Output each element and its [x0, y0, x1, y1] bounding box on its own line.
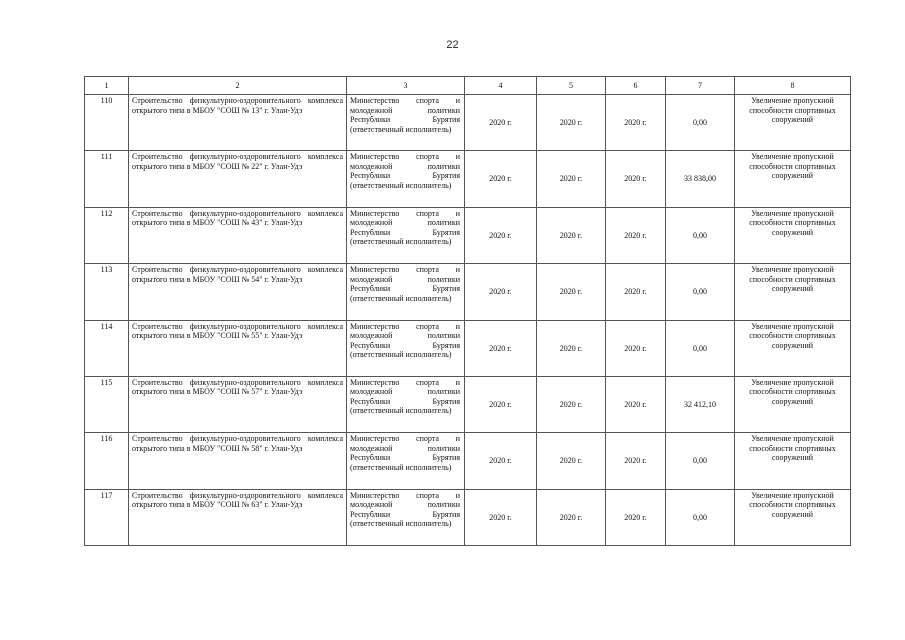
- start-date-cell: 2020 г.: [465, 433, 537, 489]
- object-name-cell: Строительство физкультурно-оздоровительного комплекса открытого типа в МБОУ "СОШ № 63" г. Улан-Удэ: [129, 489, 347, 545]
- end-date-cell: 2020 г.: [537, 207, 606, 263]
- start-date-cell: 2020 г.: [465, 489, 537, 545]
- object-name-cell: Строительство физкультурно-оздоровительного комплекса открытого типа в МБОУ "СОШ № 43" г. Улан-Удэ: [129, 207, 347, 263]
- start-date-cell: 2020 г.: [465, 207, 537, 263]
- object-name-cell: Строительство физкультурно-оздоровительного комплекса открытого типа в МБОУ "СОШ № 54" г. Улан-Удэ: [129, 264, 347, 320]
- year-cell: 2020 г.: [606, 95, 666, 151]
- amount-cell: 0,00: [666, 320, 735, 376]
- end-date-cell: 2020 г.: [537, 264, 606, 320]
- result-cell: Увеличение пропускной способности спортивных сооружений: [735, 376, 851, 432]
- year-cell: 2020 г.: [606, 376, 666, 432]
- object-name-cell: Строительство физкультурно-оздоровительного комплекса открытого типа в МБОУ "СОШ № 58" г. Улан-Удэ: [129, 433, 347, 489]
- row-number-cell: 113: [85, 264, 129, 320]
- object-name-cell: Строительство физкультурно-оздоровительного комплекса открытого типа в МБОУ "СОШ № 55" г. Улан-Удэ: [129, 320, 347, 376]
- amount-cell: 33 838,00: [666, 151, 735, 207]
- executor-cell: Министерство спорта и молодежной политики Республики Бурятия (ответственный исполнитель): [347, 207, 465, 263]
- start-date-cell: 2020 г.: [465, 320, 537, 376]
- result-cell: Увеличение пропускной способности спортивных сооружений: [735, 489, 851, 545]
- table-row: [85, 151, 851, 207]
- row-number-cell: 115: [85, 376, 129, 432]
- year-cell: 2020 г.: [606, 264, 666, 320]
- object-name-cell: Строительство физкультурно-оздоровительного комплекса открытого типа в МБОУ "СОШ № 13" г. Улан-Удэ: [129, 95, 347, 151]
- header-cell: 8: [735, 77, 851, 95]
- header-cell: 2: [129, 77, 347, 95]
- object-name-cell: Строительство физкультурно-оздоровительного комплекса открытого типа в МБОУ "СОШ № 22" г. Улан-Удэ: [129, 151, 347, 207]
- row-number-cell: 117: [85, 489, 129, 545]
- table-row: [85, 207, 851, 263]
- executor-cell: Министерство спорта и молодежной политики Республики Бурятия (ответственный исполнитель): [347, 433, 465, 489]
- start-date-cell: 2020 г.: [465, 264, 537, 320]
- result-cell: Увеличение пропускной способности спортивных сооружений: [735, 95, 851, 151]
- program-table: [84, 76, 851, 546]
- result-cell: Увеличение пропускной способности спортивных сооружений: [735, 264, 851, 320]
- year-cell: 2020 г.: [606, 207, 666, 263]
- column-number-header-row: [85, 77, 851, 95]
- year-cell: 2020 г.: [606, 320, 666, 376]
- object-name-cell: Строительство физкультурно-оздоровительного комплекса открытого типа в МБОУ "СОШ № 57" г. Улан-Удэ: [129, 376, 347, 432]
- start-date-cell: 2020 г.: [465, 151, 537, 207]
- row-number-cell: 110: [85, 95, 129, 151]
- amount-cell: 0,00: [666, 489, 735, 545]
- table-row: [85, 264, 851, 320]
- amount-cell: 32 412,10: [666, 376, 735, 432]
- header-cell: 3: [347, 77, 465, 95]
- page-number: 22: [446, 39, 459, 51]
- result-cell: Увеличение пропускной способности спортивных сооружений: [735, 151, 851, 207]
- header-cell: 4: [465, 77, 537, 95]
- header-cell: 1: [85, 77, 129, 95]
- amount-cell: 0,00: [666, 207, 735, 263]
- year-cell: 2020 г.: [606, 433, 666, 489]
- executor-cell: Министерство спорта и молодежной политики Республики Бурятия (ответственный исполнитель): [347, 151, 465, 207]
- executor-cell: Министерство спорта и молодежной политики Республики Бурятия (ответственный исполнитель): [347, 95, 465, 151]
- end-date-cell: 2020 г.: [537, 320, 606, 376]
- header-cell: 5: [537, 77, 606, 95]
- end-date-cell: 2020 г.: [537, 433, 606, 489]
- amount-cell: 0,00: [666, 95, 735, 151]
- year-cell: 2020 г.: [606, 489, 666, 545]
- table-row: [85, 320, 851, 376]
- row-number-cell: 112: [85, 207, 129, 263]
- result-cell: Увеличение пропускной способности спортивных сооружений: [735, 207, 851, 263]
- executor-cell: Министерство спорта и молодежной политики Республики Бурятия (ответственный исполнитель): [347, 320, 465, 376]
- start-date-cell: 2020 г.: [465, 95, 537, 151]
- header-cell: 6: [606, 77, 666, 95]
- executor-cell: Министерство спорта и молодежной политики Республики Бурятия (ответственный исполнитель): [347, 264, 465, 320]
- executor-cell: Министерство спорта и молодежной политики Республики Бурятия (ответственный исполнитель): [347, 376, 465, 432]
- end-date-cell: 2020 г.: [537, 151, 606, 207]
- header-cell: 7: [666, 77, 735, 95]
- start-date-cell: 2020 г.: [465, 376, 537, 432]
- executor-cell: Министерство спорта и молодежной политики Республики Бурятия (ответственный исполнитель): [347, 489, 465, 545]
- row-number-cell: 116: [85, 433, 129, 489]
- table-row: [85, 376, 851, 432]
- result-cell: Увеличение пропускной способности спортивных сооружений: [735, 320, 851, 376]
- row-number-cell: 114: [85, 320, 129, 376]
- row-number-cell: 111: [85, 151, 129, 207]
- table-row: [85, 95, 851, 151]
- amount-cell: 0,00: [666, 433, 735, 489]
- table-row: [85, 489, 851, 545]
- end-date-cell: 2020 г.: [537, 489, 606, 545]
- result-cell: Увеличение пропускной способности спортивных сооружений: [735, 433, 851, 489]
- end-date-cell: 2020 г.: [537, 95, 606, 151]
- amount-cell: 0,00: [666, 264, 735, 320]
- year-cell: 2020 г.: [606, 151, 666, 207]
- end-date-cell: 2020 г.: [537, 376, 606, 432]
- table-row: [85, 433, 851, 489]
